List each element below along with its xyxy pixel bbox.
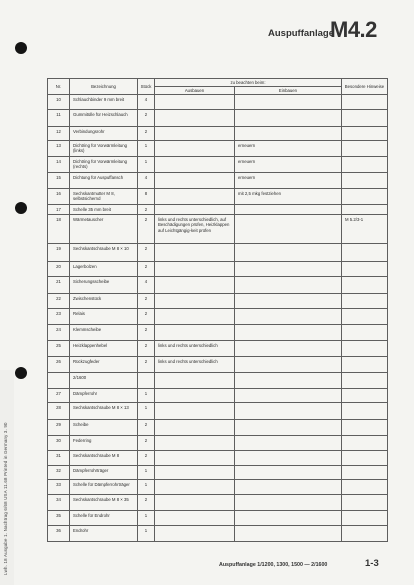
table-row [48, 205, 388, 215]
cell-install [235, 480, 342, 495]
cell-install [235, 403, 342, 420]
cell-notes [342, 526, 388, 542]
cell-install [235, 373, 342, 389]
cell-notes [342, 403, 388, 420]
cell-no: 25 [48, 341, 70, 357]
cell-no: 10 [48, 95, 70, 110]
cell-no: 21 [48, 277, 70, 294]
cell-removal [155, 277, 235, 294]
cell-name: Sechskantschraube M 8 [70, 451, 138, 466]
binder-hole [15, 367, 27, 379]
cell-qty: 2 [138, 420, 155, 436]
cell-notes [342, 357, 388, 373]
cell-removal [155, 420, 235, 436]
cell-qty: 2 [138, 309, 155, 325]
cell-notes [342, 205, 388, 215]
cell-name: Schelle 35 mm breit [70, 205, 138, 215]
table-row [48, 262, 388, 277]
cell-qty: 2 [138, 205, 155, 215]
binder-hole [15, 202, 27, 214]
cell-install [235, 95, 342, 110]
table-row [48, 451, 388, 466]
cell-qty: 1 [138, 526, 155, 542]
cell-notes [342, 309, 388, 325]
cell-name: Sechskantschraube M 8 × 13 [70, 403, 138, 420]
cell-notes [342, 157, 388, 173]
table-row [48, 466, 388, 480]
table-row [48, 189, 388, 205]
cell-qty: 2 [138, 294, 155, 309]
cell-notes [342, 495, 388, 511]
cell-install: erneuern [235, 141, 342, 157]
cell-removal: links und rechts unterschiedlich [155, 341, 235, 357]
table-row [48, 511, 388, 526]
cell-install [235, 341, 342, 357]
cell-install [235, 262, 342, 277]
cell-install [235, 466, 342, 480]
cell-install [235, 420, 342, 436]
cell-install [235, 357, 342, 373]
cell-name: Rückzugfeder [70, 357, 138, 373]
cell-name: Zwischenstück [70, 294, 138, 309]
cell-no: 12 [48, 127, 70, 141]
cell-name: Endrohr [70, 526, 138, 542]
cell-qty: 1 [138, 141, 155, 157]
cell-removal: links und rechts unterschiedlich [155, 357, 235, 373]
cell-qty: 1 [138, 389, 155, 403]
table-row [48, 157, 388, 173]
cell-install [235, 244, 342, 262]
cell-removal [155, 294, 235, 309]
cell-name: Dichtung für Auspuffansch [70, 173, 138, 189]
cell-name: 2/1600 [70, 373, 138, 389]
cell-notes [342, 141, 388, 157]
cell-name: Dämpferrohrträger [70, 466, 138, 480]
cell-no: 31 [48, 451, 70, 466]
cell-removal [155, 511, 235, 526]
cell-notes [342, 451, 388, 466]
table-row [48, 325, 388, 341]
cell-removal [155, 244, 235, 262]
col-header-removal: Ausbauen [155, 87, 235, 95]
section-code: M4.2 [330, 17, 377, 42]
cell-removal [155, 262, 235, 277]
table-row [48, 294, 388, 309]
cell-qty: 1 [138, 403, 155, 420]
col-header-notes: Besondere Hinweise [342, 79, 388, 95]
cell-no: 23 [48, 309, 70, 325]
cell-qty: 4 [138, 173, 155, 189]
table-row [48, 357, 388, 373]
cell-removal [155, 95, 235, 110]
cell-qty: 2 [138, 262, 155, 277]
cell-qty: 2 [138, 357, 155, 373]
cell-removal [155, 205, 235, 215]
cell-name: Lagerbolzen [70, 262, 138, 277]
cell-removal [155, 389, 235, 403]
cell-qty: 2 [138, 325, 155, 341]
table-row [48, 389, 388, 403]
parts-table [47, 78, 388, 542]
page-number: 1-3 [365, 558, 379, 569]
cell-notes [342, 189, 388, 205]
cell-no: 24 [48, 325, 70, 341]
col-header-no: Nr. [48, 79, 70, 95]
cell-qty: 1 [138, 157, 155, 173]
cell-no [48, 373, 70, 389]
cell-install [235, 294, 342, 309]
table-row [48, 526, 388, 542]
cell-qty [138, 373, 155, 389]
cell-notes [342, 262, 388, 277]
cell-qty: 1 [138, 480, 155, 495]
cell-name: Verbindungsrohr [70, 127, 138, 141]
cell-qty: 4 [138, 95, 155, 110]
cell-removal [155, 403, 235, 420]
cell-removal [155, 480, 235, 495]
cell-no: 20 [48, 262, 70, 277]
cell-no: 18 [48, 215, 70, 244]
cell-no: 34 [48, 495, 70, 511]
cell-no: 16 [48, 189, 70, 205]
cell-install [235, 325, 342, 341]
table-row [48, 420, 388, 436]
cell-no: 28 [48, 403, 70, 420]
table-row [48, 215, 388, 244]
cell-install [235, 205, 342, 215]
cell-qty: 2 [138, 110, 155, 127]
table-row [48, 309, 388, 325]
cell-notes [342, 420, 388, 436]
cell-install [235, 215, 342, 244]
cell-removal [155, 495, 235, 511]
cell-no: 36 [48, 526, 70, 542]
cell-removal [155, 309, 235, 325]
cell-notes [342, 294, 388, 309]
cell-name: Sechskantschraube M 8 × 10 [70, 244, 138, 262]
cell-install: erneuern [235, 173, 342, 189]
table-row [48, 495, 388, 511]
cell-qty: 1 [138, 511, 155, 526]
cell-qty: 1 [138, 466, 155, 480]
cell-install: mit 2,5 mkg festziehen [235, 189, 342, 205]
table-row [48, 127, 388, 141]
cell-qty: 2 [138, 127, 155, 141]
cell-notes [342, 389, 388, 403]
print-info: Lwh. 18 Ausgabe 1. Nachtrag 6/68 USA 11.68 Printed in Germany 3. 90 [3, 422, 8, 575]
cell-removal [155, 373, 235, 389]
cell-no: 19 [48, 244, 70, 262]
cell-install: erneuern [235, 157, 342, 173]
cell-install [235, 451, 342, 466]
cell-notes [342, 277, 388, 294]
cell-no: 29 [48, 420, 70, 436]
cell-name: Klemmscheibe [70, 325, 138, 341]
cell-qty: 2 [138, 495, 155, 511]
cell-name: Wärmetauscher [70, 215, 138, 244]
cell-no: 33 [48, 480, 70, 495]
cell-qty: 2 [138, 215, 155, 244]
cell-removal [155, 141, 235, 157]
cell-no: 26 [48, 357, 70, 373]
cell-removal [155, 451, 235, 466]
table-row [48, 403, 388, 420]
binder-hole [15, 42, 27, 54]
cell-no: 27 [48, 389, 70, 403]
table-row [48, 436, 388, 451]
cell-name: Gummitülle für Heizschlauch [70, 110, 138, 127]
cell-removal [155, 127, 235, 141]
cell-install [235, 277, 342, 294]
col-header-name: Bezeichnung [70, 79, 138, 95]
cell-removal [155, 157, 235, 173]
cell-notes: M 5.2/3-1 [342, 215, 388, 244]
cell-notes [342, 480, 388, 495]
col-header-install: Einbauen [235, 87, 342, 95]
table-row [48, 95, 388, 110]
col-header-qty: Stück [138, 79, 155, 95]
table-row [48, 173, 388, 189]
cell-notes [342, 127, 388, 141]
col-header-group: zu beachten beim: [155, 79, 342, 87]
cell-name: Schelle für Dämpferrohrträger [70, 480, 138, 495]
cell-install [235, 110, 342, 127]
cell-no: 22 [48, 294, 70, 309]
cell-notes [342, 95, 388, 110]
cell-removal [155, 526, 235, 542]
cell-no: 30 [48, 436, 70, 451]
cell-notes [342, 466, 388, 480]
cell-name: Dichtring für Vorwärmleitung (links) [70, 141, 138, 157]
cell-name: Dichtring für Vorwärmleitung (rechts) [70, 157, 138, 173]
table-row [48, 341, 388, 357]
cell-qty: 4 [138, 277, 155, 294]
cell-notes [342, 341, 388, 357]
page-title: Auspuffanlage [268, 28, 334, 39]
footer-title: Auspuffanlage 1/1200, 1300, 1500 — 2/1600 [219, 562, 328, 568]
cell-qty: 2 [138, 244, 155, 262]
cell-notes [342, 373, 388, 389]
cell-name: Sicherungsscheibe [70, 277, 138, 294]
table-row [48, 141, 388, 157]
parts-rows [48, 95, 388, 542]
cell-removal [155, 173, 235, 189]
table-row [48, 244, 388, 262]
cell-notes [342, 436, 388, 451]
cell-install [235, 127, 342, 141]
cell-notes [342, 173, 388, 189]
cell-notes [342, 244, 388, 262]
cell-name: Scheibe [70, 420, 138, 436]
cell-removal [155, 436, 235, 451]
cell-qty: 8 [138, 189, 155, 205]
cell-install [235, 526, 342, 542]
cell-qty: 2 [138, 341, 155, 357]
cell-install [235, 309, 342, 325]
table-row [48, 110, 388, 127]
cell-install [235, 389, 342, 403]
cell-removal [155, 325, 235, 341]
cell-notes [342, 110, 388, 127]
cell-no: 11 [48, 110, 70, 127]
cell-no: 14 [48, 157, 70, 173]
cell-no: 17 [48, 205, 70, 215]
cell-no: 35 [48, 511, 70, 526]
cell-name: Schelle für Endrohr [70, 511, 138, 526]
cell-notes [342, 511, 388, 526]
cell-qty: 2 [138, 436, 155, 451]
cell-no: 13 [48, 141, 70, 157]
cell-removal [155, 189, 235, 205]
cell-no: 32 [48, 466, 70, 480]
cell-install [235, 436, 342, 451]
cell-removal: links und rechts unterschiedlich, auf Beschädigungen prüfen, Heizklappen auf Leichtgängig-keit prüfen [155, 215, 235, 244]
cell-name: Schlauchbinder 9 mm breit [70, 95, 138, 110]
cell-name: Sechskantschraube M 8 × 35 [70, 495, 138, 511]
cell-notes [342, 325, 388, 341]
table-row [48, 480, 388, 495]
cell-removal [155, 466, 235, 480]
cell-name: Heizklappenhebel [70, 341, 138, 357]
cell-name: Federring [70, 436, 138, 451]
cell-name: Sechskantmutter M 8, selbstsichernd [70, 189, 138, 205]
cell-name: Dämpferrohr [70, 389, 138, 403]
table-row [48, 277, 388, 294]
cell-install [235, 511, 342, 526]
cell-removal [155, 110, 235, 127]
cell-qty: 2 [138, 451, 155, 466]
cell-name: Relais [70, 309, 138, 325]
cell-no: 15 [48, 173, 70, 189]
cell-install [235, 495, 342, 511]
section-row [48, 373, 388, 389]
